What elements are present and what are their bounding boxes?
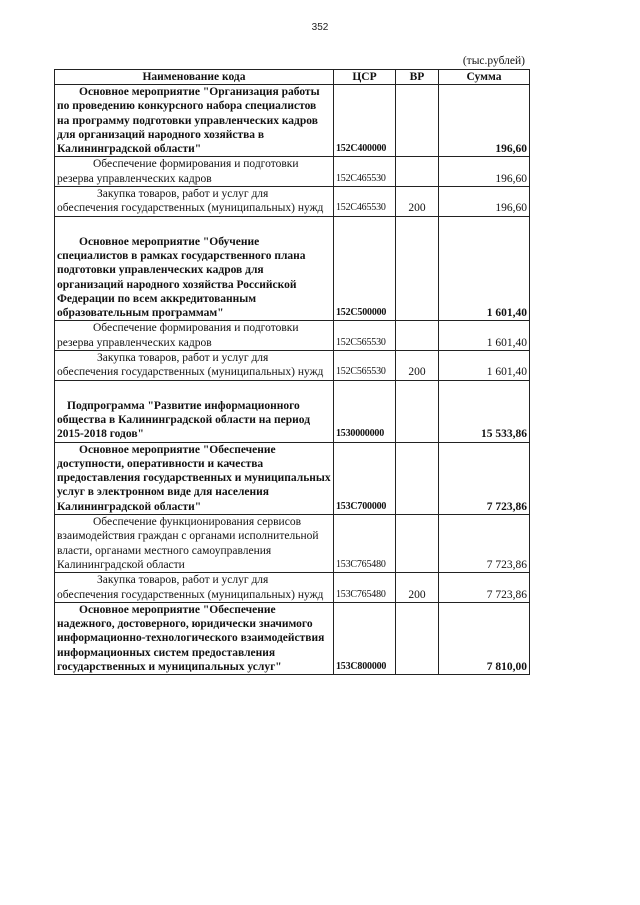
header-sum: Сумма bbox=[439, 70, 530, 85]
header-name: Наименование кода bbox=[55, 70, 334, 85]
row-vr bbox=[396, 442, 439, 514]
row-name: Основное мероприятие "Обеспечение доступности, оперативности и качества предоставления государственных и муниципальных услуг в электронном виде для населения Калининградской области" bbox=[55, 442, 334, 514]
row-vr bbox=[396, 85, 439, 157]
row-sum: 7 810,00 bbox=[439, 602, 530, 674]
table-row bbox=[55, 157, 530, 187]
row-sum: 196,60 bbox=[439, 157, 530, 187]
row-sum: 7 723,86 bbox=[439, 573, 530, 603]
row-sum: 7 723,86 bbox=[439, 442, 530, 514]
row-vr bbox=[396, 602, 439, 674]
row-name: Обеспечение функционирования сервисов взаимодействия граждан с органами исполнительной власти, органами местного самоуправления Калининградской области bbox=[55, 515, 334, 573]
header-vr: ВР bbox=[396, 70, 439, 85]
row-name: Основное мероприятие "Обучение специалистов в рамках государственного плана подготовки управленческих кадров для организаций народного хозяйства Российской Федерации по всем аккредитованным образовательным программам" bbox=[55, 216, 334, 321]
table-row bbox=[55, 85, 530, 157]
row-sum: 7 723,86 bbox=[439, 515, 530, 573]
table-row bbox=[55, 187, 530, 217]
row-vr bbox=[396, 515, 439, 573]
row-sum: 1 601,40 bbox=[439, 216, 530, 321]
row-name: Основное мероприятие "Организация работы по проведению конкурсного набора специалистов на программу подготовки управленческих кадров для организаций народного хозяйства в Калининградской области" bbox=[55, 85, 334, 157]
row-vr bbox=[396, 216, 439, 321]
row-vr: 200 bbox=[396, 351, 439, 381]
row-name: Обеспечение формирования и подготовки резерва управленческих кадров bbox=[55, 321, 334, 351]
page-number: 352 bbox=[311, 22, 329, 33]
row-vr bbox=[396, 157, 439, 187]
table-row bbox=[55, 602, 530, 674]
row-vr: 200 bbox=[396, 573, 439, 603]
row-name: Закупка товаров, работ и услуг для обеспечения государственных (муниципальных) нужд bbox=[55, 351, 334, 381]
row-csr: 153С800000 bbox=[334, 602, 396, 674]
row-name: Основное мероприятие "Обеспечение надежного, достоверного, юридически значимого информационно-технологического взаимодействия информационных систем предоставления государственных и муниципальных услуг" bbox=[55, 602, 334, 674]
row-csr: 152С565530 bbox=[334, 351, 396, 381]
row-sum: 1 601,40 bbox=[439, 321, 530, 351]
table-row bbox=[55, 573, 530, 603]
row-csr: 152С500000 bbox=[334, 216, 396, 321]
row-vr bbox=[396, 380, 439, 442]
header-csr: ЦСР bbox=[334, 70, 396, 85]
row-csr: 152С465530 bbox=[334, 157, 396, 187]
table-row bbox=[55, 321, 530, 351]
row-sum: 15 533,86 bbox=[439, 380, 530, 442]
units-label: (тыс.рублей) bbox=[462, 55, 525, 67]
row-sum: 1 601,40 bbox=[439, 351, 530, 381]
row-name: Закупка товаров, работ и услуг для обеспечения государственных (муниципальных) нужд bbox=[55, 573, 334, 603]
row-name: Подпрограмма "Развитие информационного общества в Калининградской области на период 2015-2018 годов" bbox=[55, 380, 334, 442]
row-csr: 152С400000 bbox=[334, 85, 396, 157]
table-row bbox=[55, 515, 530, 573]
row-vr bbox=[396, 321, 439, 351]
row-csr: 152С565530 bbox=[334, 321, 396, 351]
row-csr: 153С765480 bbox=[334, 515, 396, 573]
row-name: Обеспечение формирования и подготовки резерва управленческих кадров bbox=[55, 157, 334, 187]
table-header-row bbox=[55, 70, 530, 85]
row-name: Закупка товаров, работ и услуг для обеспечения государственных (муниципальных) нужд bbox=[55, 187, 334, 217]
table-row bbox=[55, 351, 530, 381]
row-vr: 200 bbox=[396, 187, 439, 217]
table-row bbox=[55, 216, 530, 321]
table-row bbox=[55, 380, 530, 442]
row-sum: 196,60 bbox=[439, 187, 530, 217]
row-csr: 152С465530 bbox=[334, 187, 396, 217]
row-csr: 1530000000 bbox=[334, 380, 396, 442]
row-sum: 196,60 bbox=[439, 85, 530, 157]
table-row bbox=[55, 442, 530, 514]
row-csr: 153С765480 bbox=[334, 573, 396, 603]
row-csr: 153С700000 bbox=[334, 442, 396, 514]
budget-table bbox=[54, 69, 530, 675]
